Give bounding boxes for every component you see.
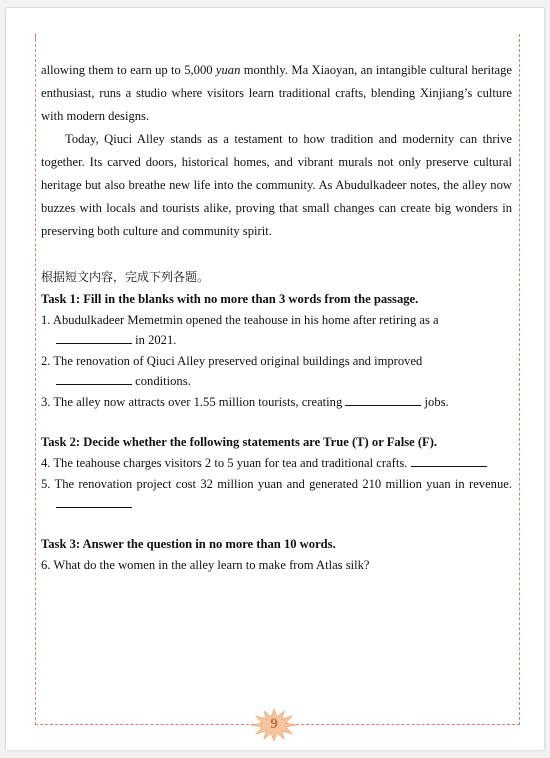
question-1: 1. Abudulkadeer Memetmin opened the teahouse in his home after retiring as a in 2021.: [41, 313, 439, 347]
instruction-chinese: 根据短文内容，完成下列各题。: [41, 270, 210, 284]
answer-blank-2[interactable]: [56, 373, 132, 385]
question-4: 4. The teahouse charges visitors 2 to 5 yuan for tea and traditional crafts.: [41, 453, 512, 473]
answer-blank-4[interactable]: [411, 455, 487, 467]
task2-title: Task 2: Decide whether the following statements are True (T) or False (F).: [41, 435, 438, 449]
question-3: 3. The alley now attracts over 1.55 million tourists, creating jobs.: [41, 395, 449, 409]
emphasis-yuan: yuan: [215, 63, 241, 77]
answer-blank-5[interactable]: [56, 496, 132, 508]
page-content: [41, 8, 512, 575]
question-6: 6. What do the women in the alley learn to make from Atlas silk?: [41, 558, 370, 572]
question-2: 2. The renovation of Qiuci Alley preserved original buildings and improved conditions.: [41, 354, 423, 388]
answer-blank-3[interactable]: [345, 394, 421, 406]
passage-paragraph-2: Today, Qiuci Alley stands as a testament to how tradition and modernity can thrive together. Its carved doors, historical homes, and vibrant murals not only preserve cultural heritage but also breathe new life into the community. As Abudulkadeer notes, the alley now buzzes with locals and tourists alike, proving that small changes can create big wonders in preserving both culture and community spirit.: [41, 132, 512, 238]
task1-title: Task 1: Fill in the blanks with no more than 3 words from the passage.: [41, 292, 419, 306]
question-5: 5. The renovation project cost 32 million yuan and generated 210 million yuan in revenue.: [41, 474, 512, 514]
page-number: 9: [270, 716, 278, 732]
passage-paragraph-1: allowing them to earn up to 5,000 yuan monthly. Ma Xiaoyan, an intangible cultural heritage enthusiast, runs a studio where visitors learn traditional crafts, blending Xinjiang’s culture with modern designs.: [41, 63, 512, 123]
answer-blank-1[interactable]: [56, 332, 132, 344]
task3-title: Task 3: Answer the question in no more than 10 words.: [41, 537, 336, 551]
document-page: [6, 8, 544, 750]
page-number-badge: [250, 708, 298, 742]
